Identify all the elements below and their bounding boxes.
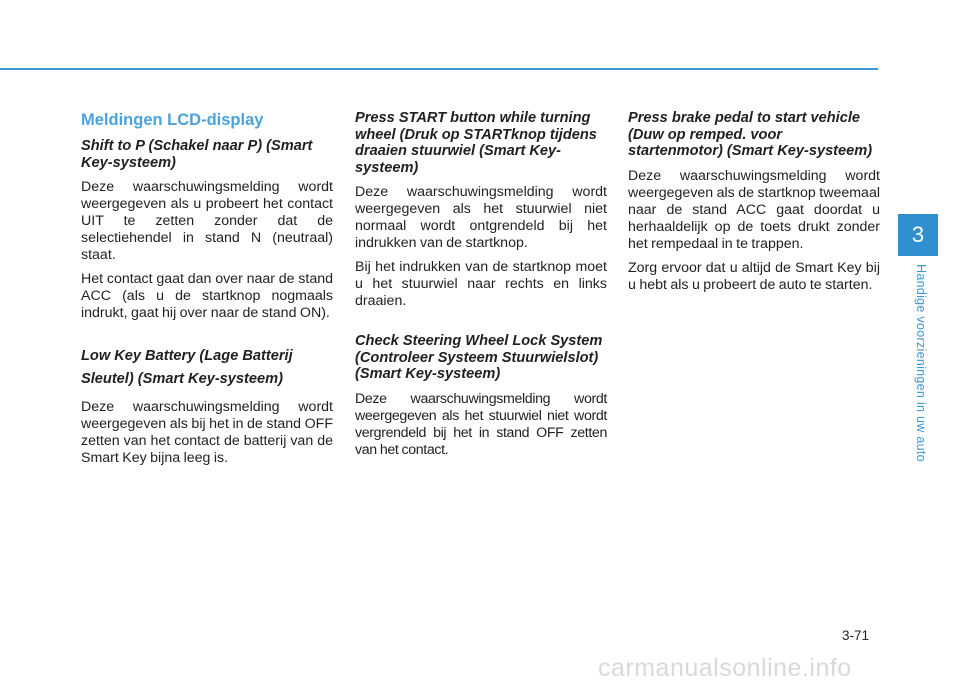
- heading-shift-to-p: Shift to P (Schakel naar P) (Smart Key-systeem): [81, 138, 313, 171]
- paragraph: Deze waarschuwingsmelding wordt weergegeven als de startknop tweemaal naar de stand ACC gaat doordat u herhaaldelijk op de toets drukt zonder het rempedaal in te trappen.: [628, 167, 880, 252]
- heading-check-steering-wheel-lock: Check Steering Wheel Lock System (Controleer Systeem Stuurwielslot) (Smart Key-systeem): [355, 333, 603, 382]
- paragraph: Zorg ervoor dat u altijd de Smart Key bij u hebt als u probeert de auto te starten.: [628, 259, 880, 293]
- page-number: 3-71: [842, 628, 870, 643]
- chapter-tab: 3: [898, 214, 938, 256]
- top-rule: [0, 68, 878, 70]
- paragraph: Deze waarschuwingsmelding wordt weergegeven als het stuurwiel niet normaal wordt ontgrendeld bij het indrukken van de startknop.: [355, 184, 607, 251]
- paragraph: Het contact gaat dan over naar de stand ACC (als u de startknop nogmaals indrukt, gaat hij over naar de stand ON).: [81, 271, 333, 321]
- paragraph: Bij het indrukken van de startknop moet u het stuurwiel naar rechts en links draaien.: [355, 259, 607, 309]
- column-right: [628, 110, 880, 301]
- paragraph: Deze waarschuwingsmelding wordt weergegeven als bij het in de stand OFF zetten van het contact de batterij van de Smart Key bijna leeg is.: [81, 399, 333, 466]
- paragraph: Deze waarschuwingsmelding wordt weergegeven als u probeert het contact UIT te zetten zonder dat de selectiehendel in stand N (neutraal) staat.: [81, 179, 333, 263]
- heading-press-start-button: Press START button while turning wheel (Druk op STARTknop tijdens draaien stuurwiel (Smart Key-systeem): [355, 110, 597, 176]
- column-left: [81, 110, 333, 474]
- heading-press-brake-pedal: Press brake pedal to start vehicle (Duw op remped. voor startenmotor) (Smart Key-systeem): [628, 110, 873, 159]
- section-title: Meldingen LCD-display: [81, 111, 264, 129]
- chapter-title-vertical: Handige voorzieningen in uw auto: [914, 264, 928, 462]
- paragraph: Deze waarschuwingsmelding wordt weergegeven als het stuurwiel niet wordt vergrendeld bij het in stand OFF zetten van het contact.: [355, 390, 607, 458]
- watermark: carmanualsonline.info: [598, 654, 852, 682]
- column-middle: [355, 110, 607, 466]
- heading-low-key-battery: Low Key Battery (Lage Batterij Sleutel) (Smart Key-systeem): [81, 348, 293, 387]
